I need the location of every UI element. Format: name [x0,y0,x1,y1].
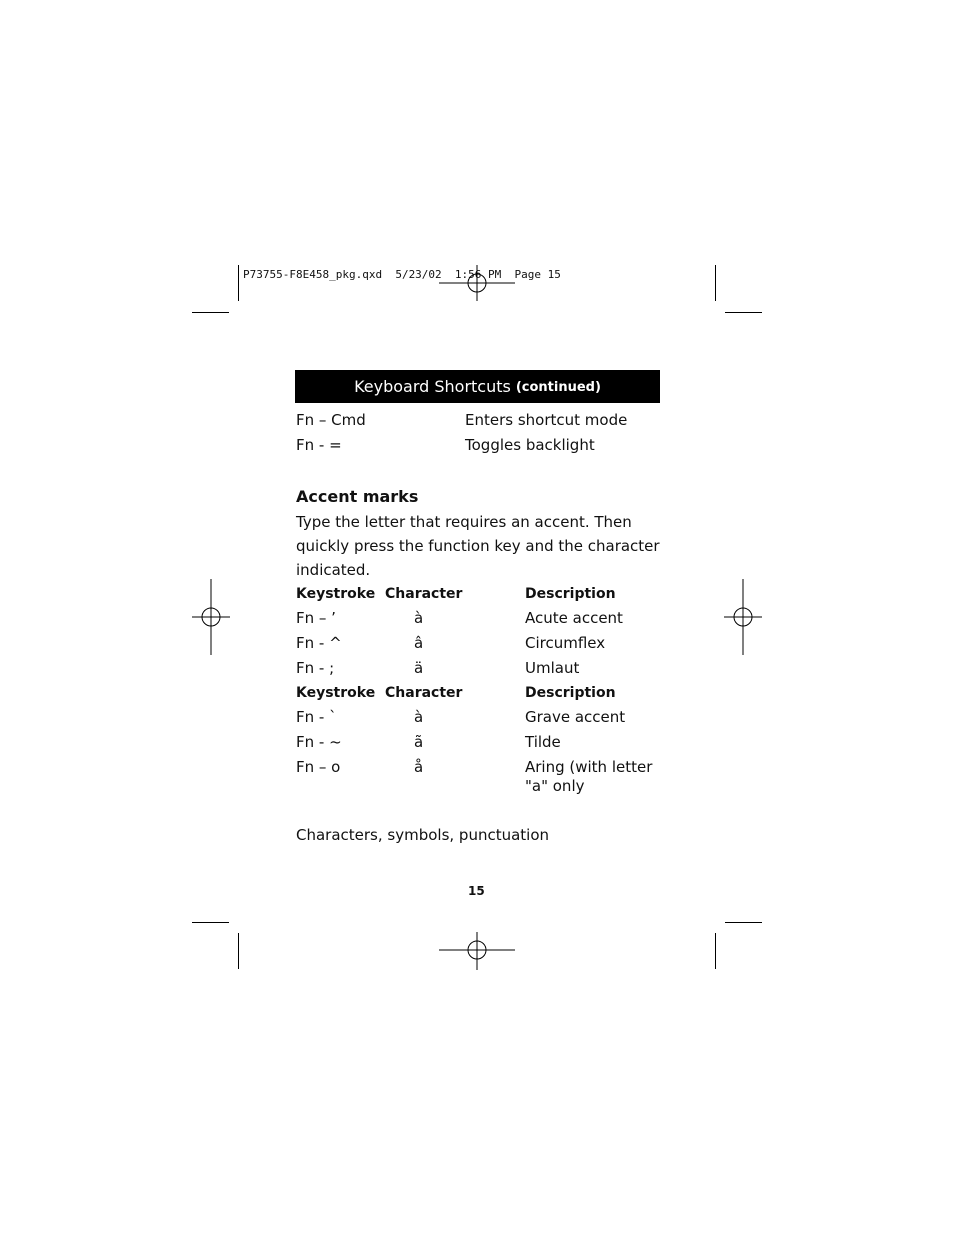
table-cell-keystroke: Fn - ~ [296,733,342,751]
table-cell-keystroke: Fn – ’ [296,609,336,627]
table-cell-description: Umlaut [525,659,580,677]
table-cell-character: â [414,634,424,652]
table-cell-character: à [414,609,424,627]
table-cell-description-continued: "a" only [525,777,585,795]
registration-mark-icon [724,579,762,655]
table-header-description: Description [525,586,616,602]
table-cell-character: à [414,708,424,726]
crop-mark [238,933,239,969]
crop-mark [192,922,229,923]
table-cell-keystroke: Fn – o [296,758,341,776]
shortcut-key: Fn - = [296,436,342,454]
shortcut-action: Toggles backlight [465,436,595,454]
table-cell-description: Circumflex [525,634,606,652]
accent-description: Type the letter that requires an accent. Then quickly press the function key and the character indicated. [296,513,660,579]
crop-mark [192,312,229,313]
table-header-keystroke: Keystroke [296,685,376,701]
table-header-keystroke: Keystroke [296,586,376,602]
registration-mark-icon [439,265,515,301]
crop-mark [725,312,762,313]
table-header-description: Description [525,685,616,701]
crop-mark [725,922,762,923]
accent-title: Accent marks [296,487,419,506]
table-cell-keystroke: Fn - ; [296,659,335,677]
table-cell-description: Aring (with letter [525,758,653,776]
crop-mark [715,265,716,301]
crop-mark [238,265,239,301]
shortcut-key: Fn – Cmd [296,411,366,429]
section-header [295,370,660,403]
table-cell-character: ã [414,733,424,751]
table-cell-keystroke: Fn - ` [296,708,337,726]
table-header-character: Character [385,586,463,602]
registration-mark-icon [192,579,230,655]
shortcut-action: Enters shortcut mode [465,411,628,429]
footer-text: Characters, symbols, punctuation [296,826,550,844]
table-cell-keystroke: Fn - ^ [296,634,342,652]
table-cell-description: Tilde [525,733,561,751]
table-cell-character: ä [414,659,424,677]
table-cell-description: Acute accent [525,609,623,627]
page-number: 15 [468,884,485,898]
crop-mark [715,933,716,969]
table-cell-character: å [414,758,424,776]
registration-mark-icon [439,932,515,970]
header-subtitle: (continued) [515,380,601,395]
table-cell-description: Grave accent [525,708,626,726]
table-header-character: Character [385,685,463,701]
file-slug: P73755-F8E458_pkg.qxd 5/23/02 1:56 PM Page 15 [243,268,561,281]
header-title: Keyboard Shortcuts [354,377,511,396]
